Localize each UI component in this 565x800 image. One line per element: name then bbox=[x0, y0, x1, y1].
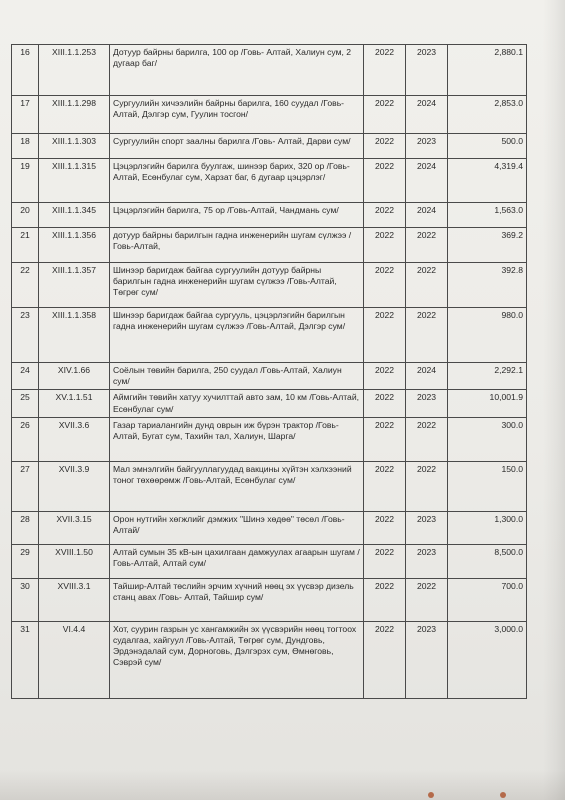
end-year: 2023 bbox=[406, 45, 448, 96]
row-number: 22 bbox=[12, 263, 39, 308]
end-year: 2022 bbox=[406, 578, 448, 621]
row-number: 24 bbox=[12, 363, 39, 390]
project-code: XIII.1.1.358 bbox=[39, 308, 110, 363]
end-year: 2022 bbox=[406, 417, 448, 461]
budget-amount: 150.0 bbox=[448, 461, 527, 511]
start-year: 2022 bbox=[364, 96, 406, 134]
start-year: 2022 bbox=[364, 417, 406, 461]
budget-amount: 1,563.0 bbox=[448, 203, 527, 228]
table-row bbox=[12, 308, 527, 363]
project-code: XIII.1.1.357 bbox=[39, 263, 110, 308]
start-year: 2022 bbox=[364, 45, 406, 96]
budget-amount: 2,292.1 bbox=[448, 363, 527, 390]
row-number: 31 bbox=[12, 621, 39, 698]
project-name: Сургуулийн спорт заалны барилга /Говь- Алтай, Дарви сум/ bbox=[110, 134, 364, 159]
table-row bbox=[12, 390, 527, 417]
end-year: 2024 bbox=[406, 159, 448, 203]
table-row bbox=[12, 45, 527, 96]
project-table bbox=[11, 44, 527, 699]
project-code: XIII.1.1.315 bbox=[39, 159, 110, 203]
end-year: 2023 bbox=[406, 621, 448, 698]
start-year: 2022 bbox=[364, 461, 406, 511]
start-year: 2022 bbox=[364, 544, 406, 578]
row-number: 21 bbox=[12, 228, 39, 263]
row-number: 16 bbox=[12, 45, 39, 96]
table-row bbox=[12, 134, 527, 159]
binding-pin bbox=[428, 792, 434, 798]
budget-amount: 3,000.0 bbox=[448, 621, 527, 698]
budget-amount: 369.2 bbox=[448, 228, 527, 263]
project-name: Сургуулийн хичээлийн байрны барилга, 160 суудал /Говь-Алтай, Дэлгэр сум, Гуулин тосгон/ bbox=[110, 96, 364, 134]
start-year: 2022 bbox=[364, 390, 406, 417]
row-number: 26 bbox=[12, 417, 39, 461]
project-code: XVII.3.9 bbox=[39, 461, 110, 511]
end-year: 2023 bbox=[406, 134, 448, 159]
project-name: Цэцэрлэгийн барилга, 75 ор /Говь-Алтай, Чандмань сум/ bbox=[110, 203, 364, 228]
table-row bbox=[12, 159, 527, 203]
table-row bbox=[12, 263, 527, 308]
row-number: 29 bbox=[12, 544, 39, 578]
table-row bbox=[12, 511, 527, 544]
project-code: XVIII.1.50 bbox=[39, 544, 110, 578]
budget-amount: 1,300.0 bbox=[448, 511, 527, 544]
project-name: Тайшир-Алтай төслийн эрчим хүчний нөөц эх үүсвэр дизель станц авах /Говь- Алтай, Тайшир сум/ bbox=[110, 578, 364, 621]
project-code: XVII.3.15 bbox=[39, 511, 110, 544]
project-code: VI.4.4 bbox=[39, 621, 110, 698]
budget-amount: 980.0 bbox=[448, 308, 527, 363]
end-year: 2024 bbox=[406, 363, 448, 390]
project-name: Хот, суурин газрын ус хангамжийн эх үүсвэрийн нөөц тогтоох судалгаа, хайгуул /Говь-Алтай, Төгрөг сум, Дундговь, Эрдэнэдалай сум, Дорноговь, Дэлгэрэх сум, Өмнөговь, Сэврэй сум/ bbox=[110, 621, 364, 698]
budget-amount: 10,001.9 bbox=[448, 390, 527, 417]
project-code: XIII.1.1.356 bbox=[39, 228, 110, 263]
project-name: Соёлын төвийн барилга, 250 суудал /Говь-Алтай, Халиун сум/ bbox=[110, 363, 364, 390]
start-year: 2022 bbox=[364, 578, 406, 621]
row-number: 27 bbox=[12, 461, 39, 511]
binding-pin bbox=[500, 792, 506, 798]
row-number: 23 bbox=[12, 308, 39, 363]
project-name: Алтай сумын 35 кВ-ын цахилгаан дамжуулах агаарын шугам /Говь-Алтай, Алтай сум/ bbox=[110, 544, 364, 578]
end-year: 2023 bbox=[406, 544, 448, 578]
start-year: 2022 bbox=[364, 159, 406, 203]
row-number: 17 bbox=[12, 96, 39, 134]
start-year: 2022 bbox=[364, 511, 406, 544]
end-year: 2022 bbox=[406, 228, 448, 263]
project-code: XV.1.1.51 bbox=[39, 390, 110, 417]
page-bottom-shadow bbox=[0, 770, 565, 800]
table-row bbox=[12, 363, 527, 390]
budget-amount: 392.8 bbox=[448, 263, 527, 308]
project-code: XIII.1.1.303 bbox=[39, 134, 110, 159]
project-name: Дотуур байрны барилга, 100 ор /Говь- Алтай, Халиун сум, 2 дугаар баг/ bbox=[110, 45, 364, 96]
budget-amount: 300.0 bbox=[448, 417, 527, 461]
project-code: XIII.1.1.253 bbox=[39, 45, 110, 96]
table-row bbox=[12, 203, 527, 228]
table-row bbox=[12, 621, 527, 698]
page-edge-shadow bbox=[543, 0, 565, 800]
row-number: 18 bbox=[12, 134, 39, 159]
start-year: 2022 bbox=[364, 134, 406, 159]
project-code: XIII.1.1.345 bbox=[39, 203, 110, 228]
project-name: Шинээр баригдаж байгаа сургууль, цэцэрлэгийн барилгын гадна инженерийн шугам сүлжээ /Говь-Алтай, Дэлгэр сум/ bbox=[110, 308, 364, 363]
start-year: 2022 bbox=[364, 203, 406, 228]
end-year: 2022 bbox=[406, 461, 448, 511]
start-year: 2022 bbox=[364, 263, 406, 308]
end-year: 2024 bbox=[406, 203, 448, 228]
budget-amount: 4,319.4 bbox=[448, 159, 527, 203]
start-year: 2022 bbox=[364, 228, 406, 263]
end-year: 2024 bbox=[406, 96, 448, 134]
project-name: Мал эмнэлгийн байгууллагуудад вакцины хүйтэн хэлхээний тоног төхөөрөмж /Говь-Алтай, Есөнбулаг сум/ bbox=[110, 461, 364, 511]
project-name: Цэцэрлэгийн барилга буулгаж, шинээр барих, 320 ор /Говь-Алтай, Есөнбулаг сум, Харзат баг, 6 дугаар цэцэрлэг/ bbox=[110, 159, 364, 203]
start-year: 2022 bbox=[364, 621, 406, 698]
table-row bbox=[12, 96, 527, 134]
row-number: 25 bbox=[12, 390, 39, 417]
project-name: дотуур байрны барилгын гадна инженерийн шугам сүлжээ /Говь-Алтай, bbox=[110, 228, 364, 263]
table-row bbox=[12, 228, 527, 263]
budget-amount: 700.0 bbox=[448, 578, 527, 621]
row-number: 30 bbox=[12, 578, 39, 621]
budget-amount: 2,853.0 bbox=[448, 96, 527, 134]
table-row bbox=[12, 417, 527, 461]
budget-amount: 500.0 bbox=[448, 134, 527, 159]
start-year: 2022 bbox=[364, 363, 406, 390]
project-code: XIV.1.66 bbox=[39, 363, 110, 390]
project-name: Шинээр баригдаж байгаа сургуулийн дотуур байрны барилгын гадна инженерийн шугам сүлжээ /Говь-Алтай, Төгрөг сум/ bbox=[110, 263, 364, 308]
row-number: 20 bbox=[12, 203, 39, 228]
end-year: 2022 bbox=[406, 308, 448, 363]
end-year: 2023 bbox=[406, 390, 448, 417]
row-number: 28 bbox=[12, 511, 39, 544]
project-code: XVII.3.6 bbox=[39, 417, 110, 461]
table-row bbox=[12, 544, 527, 578]
end-year: 2023 bbox=[406, 511, 448, 544]
end-year: 2022 bbox=[406, 263, 448, 308]
project-name: Аймгийн төвийн хатуу хучилттай авто зам, 10 км /Говь-Алтай, Есөнбулаг сум/ bbox=[110, 390, 364, 417]
project-code: XVIII.3.1 bbox=[39, 578, 110, 621]
start-year: 2022 bbox=[364, 308, 406, 363]
row-number: 19 bbox=[12, 159, 39, 203]
project-name: Орон нутгийн хөгжлийг дэмжих "Шинэ хөдөө" төсөл /Говь-Алтай/ bbox=[110, 511, 364, 544]
table-row bbox=[12, 461, 527, 511]
table-row bbox=[12, 578, 527, 621]
budget-amount: 8,500.0 bbox=[448, 544, 527, 578]
budget-amount: 2,880.1 bbox=[448, 45, 527, 96]
project-code: XIII.1.1.298 bbox=[39, 96, 110, 134]
project-name: Газар тариалангийн дунд оврын иж бүрэн трактор /Говь-Алтай, Бугат сум, Тахийн тал, Халиун, Шарга/ bbox=[110, 417, 364, 461]
